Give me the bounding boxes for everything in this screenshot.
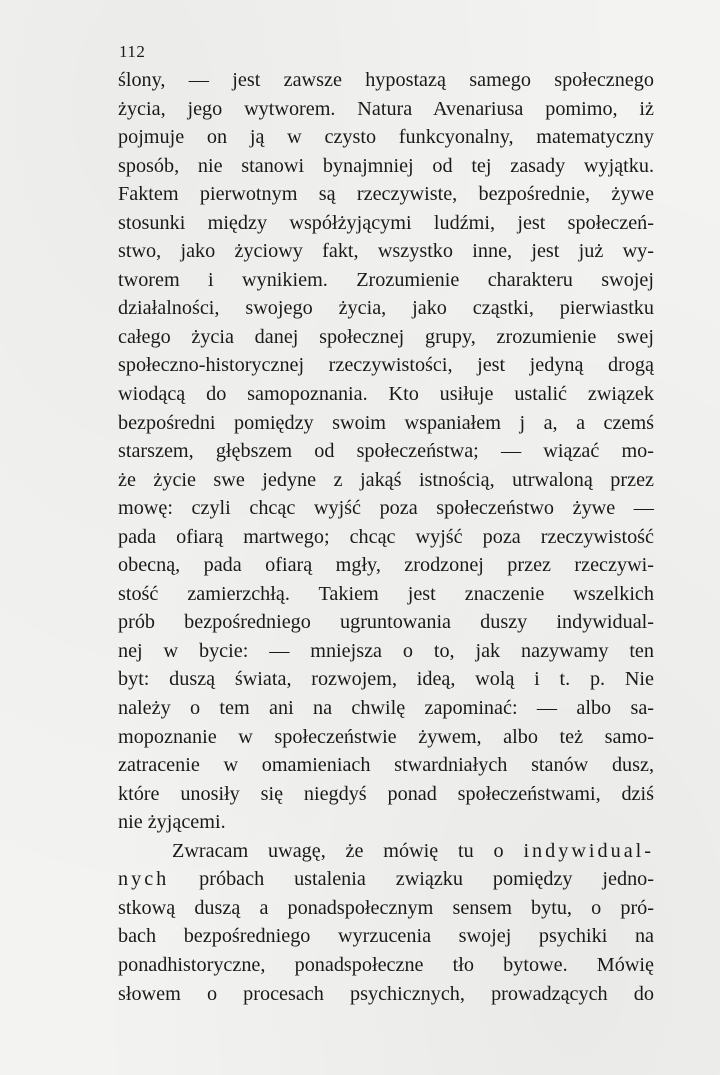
text-line: byt: duszą świata, rozwojem, ideą, wolą i t. p. Nie <box>118 668 654 691</box>
text-line: starszem, głębszem od społeczeństwa; — wiązać mo- <box>118 440 654 463</box>
emphasis-spaced-text: indywidual- <box>523 839 654 862</box>
text-line: które unosiły się niegdyś ponad społeczeństwami, dziś <box>118 782 654 805</box>
text-line: należy o tem ani na chwilę zapominać: — albo sa- <box>118 697 654 720</box>
text-line: stosunki między współżyjącymi ludźmi, jest społeczeń- <box>118 211 654 234</box>
text-line: wiodącą do samopoznania. Kto usiłuje ustalić związek <box>118 383 654 406</box>
text-line: obecną, pada ofiarą mgły, zrodzonej przez rzeczywi- <box>118 554 654 577</box>
text-line: słowem o procesach psychicznych, prowadzących do <box>118 982 654 1005</box>
text-line: bezpośredni pomiędzy swoim wspaniałem j a, a czemś <box>118 411 654 434</box>
text-line: sposób, nie stanowi bynajmniej od tej zasady wyjątku. <box>118 154 654 177</box>
text-line: Faktem pierwotnym są rzeczywiste, bezpośrednie, żywe <box>118 183 654 206</box>
paragraph-1 <box>118 66 654 837</box>
text-line: mopoznanie w społeczeństwie żywem, albo też samo- <box>118 725 654 748</box>
text-line: mowę: czyli chcąc wyjść poza społeczeństwo żywe — <box>118 497 654 520</box>
body-text <box>118 66 654 1008</box>
text-line: ślony, — jest zawsze hypostazą samego społecznego <box>118 69 654 91</box>
text-line: tworem i wynikiem. Zrozumienie charakteru swojej <box>118 268 654 291</box>
text-line: nej w bycie: — mniejsza o to, jak nazywamy ten <box>118 639 654 662</box>
text-line: stość zamierzchłą. Takiem jest znaczenie wszelkich <box>118 582 654 605</box>
paragraph-2 <box>118 837 654 1008</box>
text-line <box>118 865 654 894</box>
text-run: Zwracam uwagę, że mówię tu o <box>172 839 524 862</box>
text-line: społeczno-historycznej rzeczywistości, jest jedyną drogą <box>118 354 654 377</box>
text-line: stwo, jako życiowy fakt, wszystko inne, jest już wy- <box>118 240 654 263</box>
text-line: nie żyjącemi. <box>118 811 226 834</box>
text-line: prób bezpośredniego ugruntowania duszy indywidual- <box>118 611 654 634</box>
emphasis-spaced-text: nych <box>118 868 170 891</box>
text-line: ponadhistoryczne, ponadspołeczne tło bytowe. Mówię <box>118 953 654 976</box>
text-line: życia, jego wytworem. Natura Avenariusa pomimo, iż <box>118 97 654 120</box>
text-line: pojmuje on ją w czysto funkcyonalny, matematyczny <box>118 126 654 149</box>
text-line-first <box>118 837 654 866</box>
text-line: pada ofiarą martwego; chcąc wyjść poza rzeczywistość <box>118 525 654 548</box>
text-line: stkową duszą a ponadspołecznym sensem bytu, o pró- <box>118 896 654 919</box>
text-run: próbach ustalenia związku pomiędzy jedno- <box>169 868 654 891</box>
text-line: bach bezpośredniego wyrzucenia swojej psychiki na <box>118 925 654 948</box>
page-number: 112 <box>119 42 146 61</box>
text-line: zatracenie w omamieniach stwardniałych stanów dusz, <box>118 754 654 777</box>
text-line: całego życia danej społecznej grupy, zrozumienie swej <box>118 325 654 348</box>
text-line: że życie swe jedyne z jakąś istnością, utrwaloną przez <box>118 468 654 491</box>
text-line: działalności, swojego życia, jako cząstki, pierwiastku <box>118 297 654 320</box>
